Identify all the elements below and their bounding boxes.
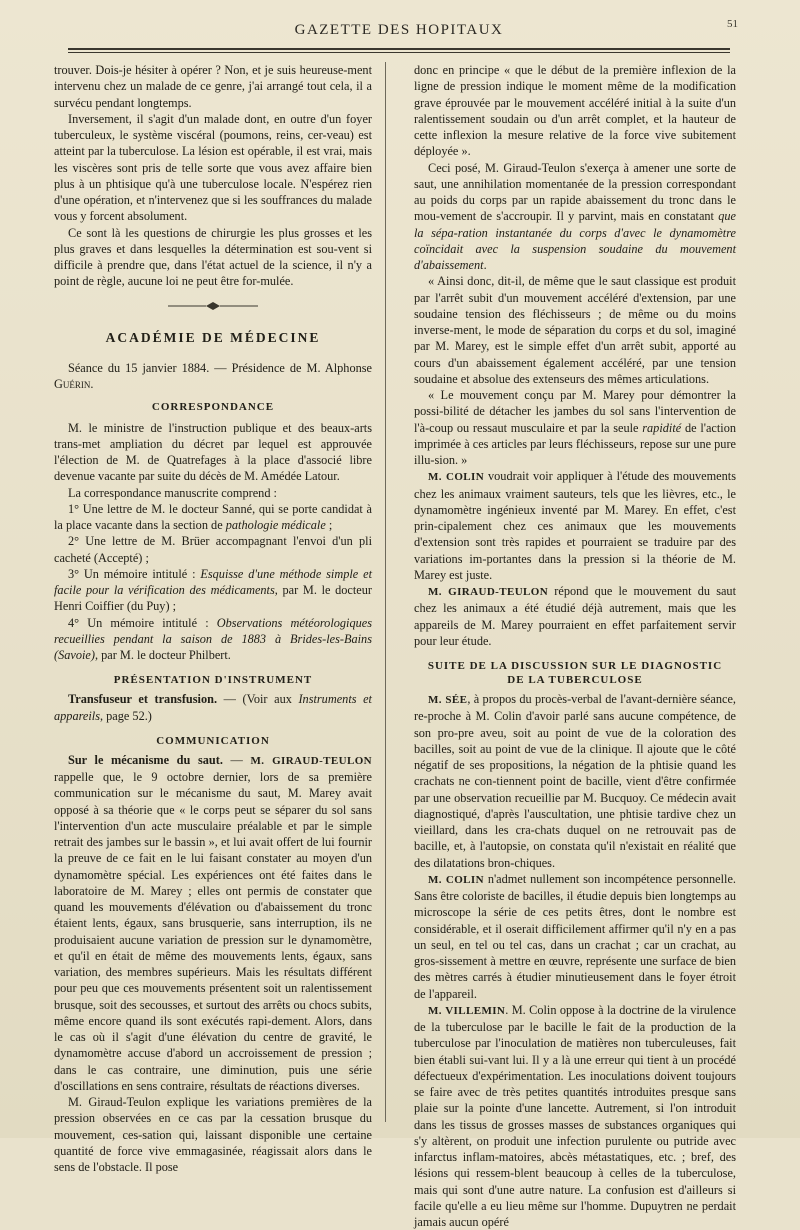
text-run: « Le mouvement conçu par M. Marey pour démontrer la possi-bilité de détacher les jambes du sol sans l'intervention de l'à-coup ou ressaut musculaire et par la seule [414, 388, 736, 435]
paragraph [414, 387, 736, 468]
paragraph: Ce sont là les questions de chirurgie les plus grosses et les plus graves et dans lesquelles la détermination est sou-vent si difficile à prendre que, dans l'état actuel de la science, il n'y a point de règle, aucune loi ne peut être for-mulée. [54, 225, 372, 289]
text-run: , à propos du procès-verbal de l'avant-dernière séance, re-proche à M. Colin d'avoir parlé sans aucune compétence, de son pro-pre aveu, soit au point de vue de la coloration des bacilles, soit au point de vue de la clinique. Il ajoute que le côté négatif de ses propositions, la négation de la phtisie quand les crachats ne con-tiennent point de bacille, vient d'être confirmée par une observation recueillie par M. Bucquoy. Ce médecin avait diagnostiqué, d'après l'auscultation, une phtisie tardive chez un vieillard, dans les cra-chats duquel on ne retrouvait pas de bacille, et, à l'autopsie, on constata qu'il n'existait en réalité que des dilatations bron-chiques. [414, 692, 736, 870]
paragraph [414, 468, 736, 583]
text-run: , par M. le docteur Philbert. [94, 648, 231, 662]
text-run: Ceci posé, M. Giraud-Teulon s'exerça à amener une sorte de saut, une annihilation momentanée de la pression correspondant au poids du corps par un rapide abaissement du tronc dans le mou-vement de s'accroupir. Il y parvint, mais en constatant [414, 160, 736, 224]
subsection-title-line-1: SUITE DE LA DISCUSSION SUR LE DIAGNOSTIC [427, 660, 723, 672]
header-rule [68, 48, 730, 50]
seance-text: Séance du 15 janvier 1884. — Présidence de M. Alphonse [68, 360, 372, 375]
text-run: rappelle que, le 9 octobre dernier, lors de sa première communication sur le mécanisme du saut, M. Marey avait opposé à sa théorie que « le corps peut se séparer du sol sans l'intervention d'un acte musculaire préalable et par le simple retrait des jambes sur le bassin », et lui avait offert de lui fournir la preuve de ce fait en le lui faisant constater au moyen d'un dynamomètre spécial. Les expériences ont été faites dans le laboratoire de M. Marey ; elles ont permis de constater que quand les mouvements d'élévation ou d'abaissement du tronc étaient lents, égaux, sans brusquerie, sans interruption, ils ne produisaient aucune variation de pression sur le dynamomètre, et qu'il en était de même des mouvements lents, égaux, sans variation, des membres supérieurs. Mais les résultats différent pour peu que ces mouvements présentent soit un ralentissement brusque, soit des secousses, et surtout des arrêts ou chocs subits, même encore quand ils sont exécutés rapi-dement. Alors, dans le cas où il s'agit d'une élévation du centre de gravité, le dynamomètre accuse d'abord un accroissement de pression ; dans le cas contraire, une diminution, puis une série d'oscillations en sens contraire, résultats de réactions diverses. [54, 770, 372, 1093]
speaker-name: M. COLIN [428, 471, 485, 484]
lead-run: Transfuseur et transfusion. [68, 692, 218, 707]
text-run: 4° Un mémoire intitulé : [68, 615, 217, 630]
page-number: 51 [727, 18, 738, 30]
section-title-academie: ACADÉMIE DE MÉDECINE [105, 329, 321, 345]
paragraph: donc en principe « que le début de la première inflexion de la ligne de pression indique le moment même de la modification grave éprouvée par le mouvement accéléré initial à la suite d'un ralentissement soudain ou d'un arrêt complet, et la hauteur de cette inflexion la mesure relative de la force vive subitement déployée ». [414, 63, 736, 159]
paragraph: Inversement, il s'agit d'un malade dont, en outre d'un foyer tuberculeux, le système viscéral (poumons, reins, cer-veau) est atteint par la tuberculose. La lésion est opérable, il est vrai, mais les viscères sont pris de telle sorte que vous avez affaire bien plus à un phtisique qu'à une tuberculose locale. N'espérez rien d'une opération, et n'intervenez que si les souffrances du malade vous y forcent absolument. [54, 111, 372, 224]
text-run: — (Voir aux [217, 692, 299, 707]
text-run: — [222, 752, 251, 767]
speaker-name: M. SÉE [428, 694, 468, 706]
speaker-name: M. VILLEMIN [428, 1004, 506, 1017]
page-header [68, 14, 738, 50]
paragraph [54, 501, 372, 534]
text-run: n'admet nullement son incompétence personnelle. Sans être coloriste de bacilles, il étudie depuis bien longtemps au microscope la série de ces petits êtres, dont le nombre est considérable, et il oserait difficilement affirmer qu'il n'y en a pas un seul, en tel ou tel cas, dans un crachat ; car un crachat, au gros-sissement à mettre en œuvre, représente une surface de bien des mètres carrés à étudier minutieusement dans le foyer étroit de l'appareil. [414, 871, 736, 1001]
subsection-title-line-2: DE LA TUBERCULOSE [507, 674, 643, 686]
president-name: Guérin [54, 377, 91, 391]
italic-run: Observations météorologiques recueillies pendant la saison de 1883 à Brides-les-Bains (Savoie) [54, 615, 372, 662]
text-run: 1° Une lettre de M. le docteur Sanné, qui se porte candidat à la place vacante dans la section de [54, 501, 372, 532]
text-run: , page 52.) [100, 708, 152, 723]
paragraph [54, 752, 372, 1094]
speaker-name: M. GIRAUD-TEULON [250, 754, 373, 767]
right-column [414, 62, 736, 1230]
text-run: , par M. le docteur Henri Coiffier (du Puy) ; [54, 583, 372, 614]
lead-run: Sur le mécanisme du saut. [68, 752, 223, 767]
ornament-divider [54, 300, 372, 314]
italic-run: rapidité [642, 420, 682, 435]
paragraph: trouver. Dois-je hésiter à opérer ? Non, et je suis heureuse-ment intervenu chez un malade de ce genre, j'ai arrangé tout cela, il a survécu pendant longtemps. [54, 63, 372, 110]
subsection-title-presentation: PRÉSENTATION D'INSTRUMENT [113, 674, 313, 687]
italic-run: Instruments et appareils [54, 692, 372, 723]
paragraph [414, 871, 736, 1002]
paragraph [414, 160, 736, 274]
paragraph: M. le ministre de l'instruction publique et des beaux-arts trans-met ampliation du décret par lequel est approuvée l'élection de M. de Quatrefages à la place d'associé libre devenue vacante par suite du décès de M. Amédée Latour. [54, 420, 372, 484]
text-run: . [483, 258, 487, 272]
paragraph [414, 583, 736, 649]
speaker-name: M. COLIN [428, 873, 484, 886]
paragraph [414, 691, 736, 871]
seance-end: . [90, 377, 94, 391]
text-run: 3° Un mémoire intitulé : [68, 566, 201, 581]
text-run: répond que le mouvement du saut chez les animaux a été étudié déjà autrement, mais que les appareils de M. Marey pourraient en effet parfaitement servir pour leur étude. [414, 584, 737, 648]
paragraph [414, 1002, 736, 1230]
text-run: ; [325, 518, 333, 532]
subsection-title-suite [414, 659, 736, 687]
text-run: . M. Colin oppose à la doctrine de la virulence de la tuberculose par le bacille le fait de la production de la tuberculose par l'inoculation de matières non tuberculeuses, fait bien établi sui-vant lui. Il y a là une erreur qui tient à un procédé défectueux d'expérimentation. Les inoculations doivent toujours se faire avec de très petites quantités introduites presque sans plaie sur la pointe d'une lancette. Autrement, si l'on introduit dans les tissus de grosses masses de substances organiques qui s'y altèrent, on produit une infection purulente ou putride avec infarctus inflam-matoires, abcès métastatiques, etc. ; bref, des lésions qui ressem-blent beaucoup à celles de la tuberculose, mais qui sont d'une autre nature. La confusion est d'ailleurs si facile qu'elle a eu lieu même sur l'homme. Dupuytren ne perdait jamais aucun opéré [414, 1002, 736, 1229]
speaker-name: M. GIRAUD-TEULON [428, 586, 549, 598]
header-rule-thin [68, 52, 730, 53]
paragraph: M. Giraud-Teulon explique les variations premières de la pression observées en ce cas par la cessation brusque du mouvement, ces-sation qui, laissant disponible une certaine quantité de force vive emmagasinée, réagissait alors dans le sens de l'obstacle. Il pose [54, 1095, 372, 1174]
running-title: GAZETTE DES HOPITAUX [294, 22, 504, 38]
italic-run: Esquisse d'une méthode simple et facile pour la vérification des médicaments [54, 566, 372, 597]
paragraph: 2° Une lettre de M. Brüer accompagnant l'envoi d'un pli cacheté (Accepté) ; [54, 534, 372, 565]
text-run: voudrait voir appliquer à l'étude des mouvements chez les animaux vraiment sauteurs, tels que les lièvres, etc., le dynamomètre ingénieux inventé par M. Marey. En effet, c'est prin-cipalement chez ces animaux que les mouvements d'extension sont très rapides et pourraient se traduire par des variations im-portantes dans la pression si la théorie de M. Marey est juste. [414, 469, 736, 582]
paragraph [54, 691, 372, 724]
paragraph: La correspondance manuscrite comprend : [68, 485, 277, 500]
italic-run: pathologie médicale [225, 518, 326, 532]
subsection-title-correspondance: CORRESPONDANCE [151, 401, 275, 414]
text-run: de l'action imprimée à ces articles par leurs fléchisseurs, repose sur une pure illu-sion. » [414, 420, 736, 467]
left-column [54, 62, 372, 1175]
paragraph [54, 566, 372, 615]
ornament-rule-icon [168, 300, 258, 312]
seance-line [54, 360, 372, 393]
paragraph [54, 615, 372, 664]
paragraph: « Ainsi donc, dit-il, de même que le saut classique est produit par l'arrêt subit d'un mouvement accéléré d'extension, par une soudaine tension des fléchisseurs ; de même ou du moins inverse-ment, le mode de séparation du corps et du sol, imaginé par M. Marey, est le simple effet d'un arrêt subit, apporté au cours d'un abaissement également accéléré, par une tension soudaine et absolue des extenseurs des mêmes articulations. [414, 274, 736, 386]
column-divider [385, 62, 386, 1122]
subsection-title-communication: COMMUNICATION [156, 734, 270, 747]
italic-run: que la sépa-ration instantanée du corps d'avec le dynamomètre coïncidait avec la suspension soudaine du mouvement d'abaissement [414, 209, 736, 272]
